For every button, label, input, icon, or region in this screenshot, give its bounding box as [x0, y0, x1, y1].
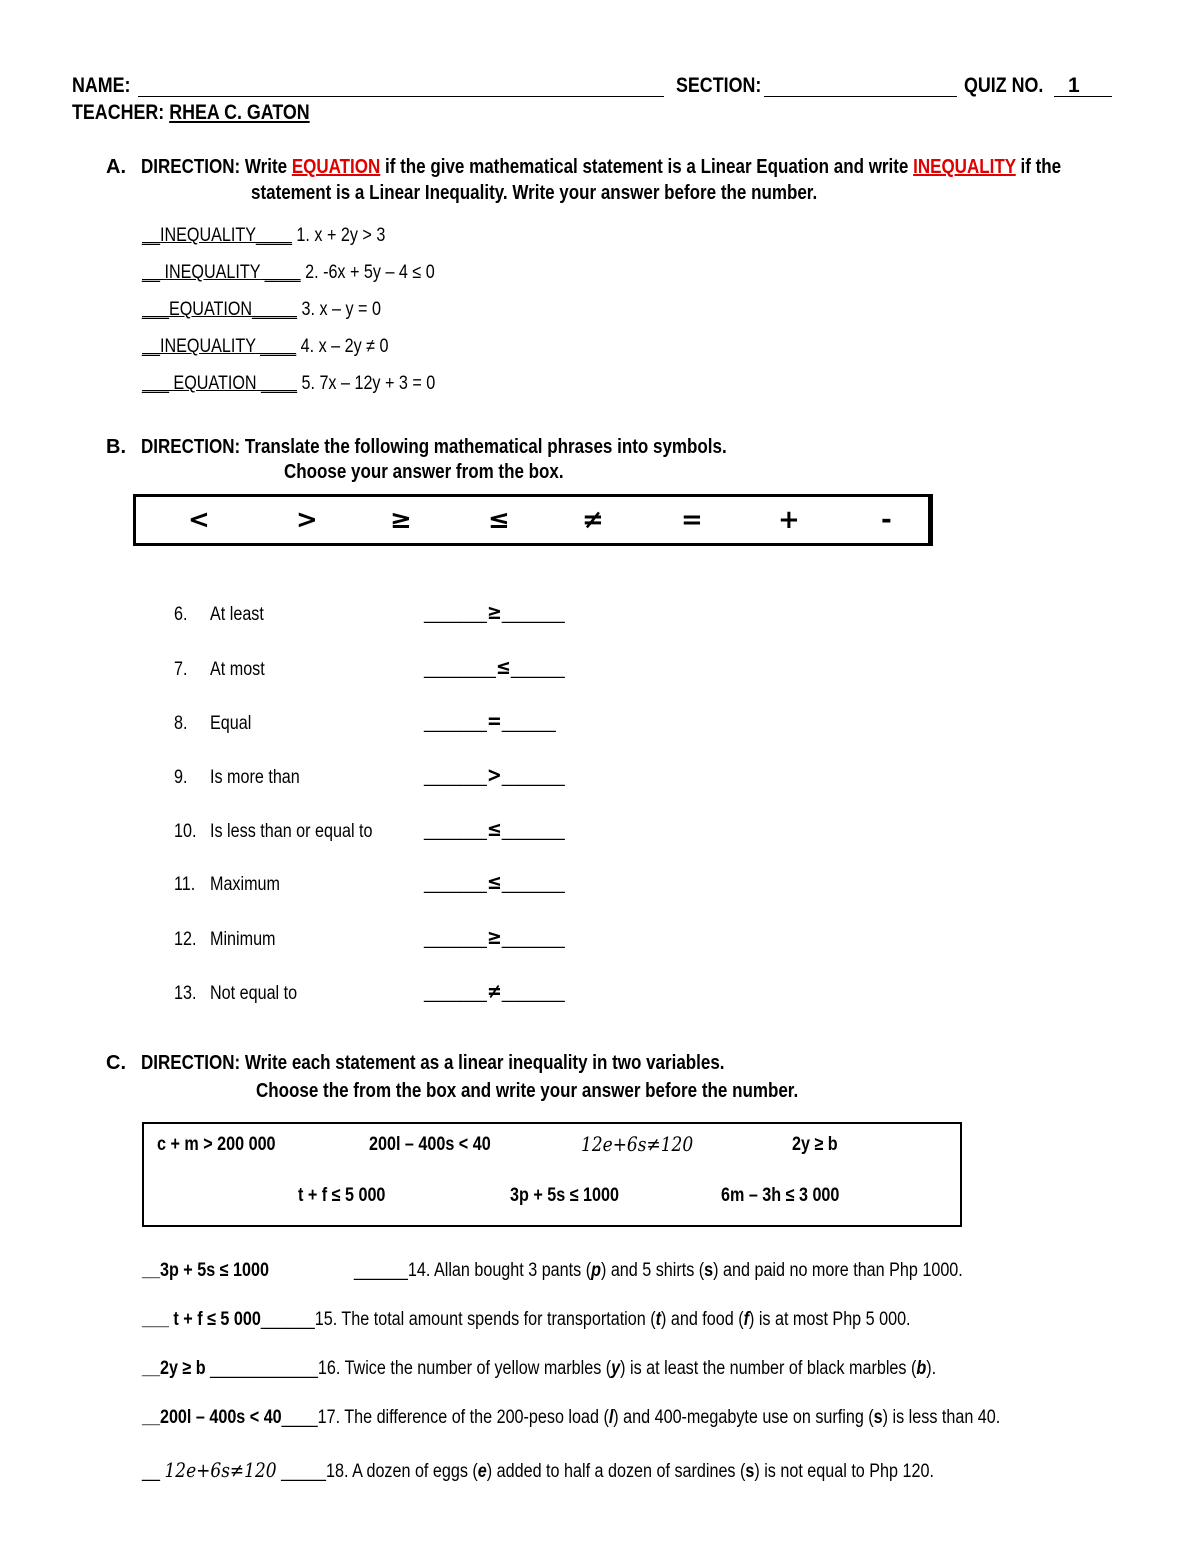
keyword-inequality: INEQUALITY: [913, 156, 1016, 178]
list-item: 7.: [174, 659, 188, 680]
section-c-letter: C.: [106, 1052, 126, 1074]
choice-5: t + f ≤ 5 000: [298, 1185, 386, 1206]
answer-10: _______≤_______: [424, 817, 565, 841]
symbol-minus: -: [881, 505, 892, 535]
symbol-not-equal: ≠: [582, 505, 604, 535]
answer-17: 200l – 400s < 40: [159, 1407, 282, 1428]
name-label: NAME:: [72, 74, 131, 97]
direction-text-3: if the: [1020, 156, 1062, 178]
symbol-plus: +: [778, 505, 800, 535]
direction-text-4: statement is a Linear Inequality. Write your answer before the number.: [251, 182, 818, 204]
phrase-8: Equal: [210, 713, 252, 734]
section-c-direction-line2: [256, 1080, 894, 1103]
phrase-6: At least: [210, 604, 264, 625]
direction-text-1: Translate the following mathematical phrases into symbols.: [244, 436, 727, 458]
phrase-12: Minimum: [210, 929, 276, 950]
list-item: 11.: [174, 874, 196, 895]
symbol-less-than: <: [188, 505, 210, 535]
section-label-wrap: [676, 74, 776, 98]
symbol-less-equal: ≤: [488, 505, 510, 535]
section-blank[interactable]: [764, 96, 957, 97]
teacher-name: RHEA C. GATON: [169, 101, 310, 124]
question-1: 1. x + 2y > 3: [296, 225, 386, 246]
choice-6: 3p + 5s ≤ 1000: [510, 1185, 619, 1206]
question-2: 2. -6x + 5y – 4 ≤ 0: [305, 262, 435, 283]
list-item: [142, 299, 423, 321]
list-item: __2y ≥ b ____________16. Twice the number of yellow marbles (y) is at least the number of black marbles (b).: [142, 1358, 937, 1379]
answer-8: _______=______: [424, 709, 556, 733]
section-b-direction: [141, 436, 830, 459]
phrase-10: Is less than or equal to: [210, 821, 373, 842]
quiz-label: QUIZ NO.: [964, 74, 1044, 97]
list-item: __200l – 400s < 40____17. The difference of the 200-peso load (l) and 400-megabyte use on surfing (s) is less than 40.: [142, 1407, 1001, 1428]
symbol-greater-equal: ≥: [390, 505, 412, 535]
direction-text-1: Write each statement as a linear inequality in two variables.: [244, 1052, 725, 1074]
name-blank[interactable]: [138, 96, 664, 97]
answer-6: _______≥_______: [424, 600, 565, 624]
answer-12: _______≥_______: [424, 925, 565, 949]
symbol-box: [133, 494, 933, 546]
choice-2: 200l – 400s < 40: [369, 1134, 491, 1155]
answer-4: __INEQUALITY ____: [142, 336, 297, 357]
list-item: [142, 336, 432, 358]
teacher-label: TEACHER:: [72, 101, 165, 124]
answer-15: t + f ≤ 5 000: [173, 1309, 261, 1330]
keyword-equation: EQUATION: [291, 156, 381, 178]
question-3: 3. x – y = 0: [301, 299, 381, 320]
question-4: 4. x – 2y ≠ 0: [300, 336, 389, 357]
list-item: [142, 373, 487, 395]
direction-label: DIRECTION:: [141, 156, 241, 178]
section-label: SECTION:: [676, 74, 762, 97]
list-item: ___ t + f ≤ 5 000______15. The total amount spends for transportation (t) and food (f) is at most Php 5 000.: [142, 1309, 911, 1330]
choice-4: 2y ≥ b: [792, 1134, 838, 1155]
phrase-7: At most: [210, 659, 265, 680]
section-a-direction: [141, 156, 1200, 179]
list-item: 10.: [174, 821, 197, 842]
answer-11: _______≤_______: [424, 870, 565, 894]
header-line: [72, 74, 141, 98]
answer-14: 3p + 5s ≤ 1000: [159, 1260, 269, 1281]
direction-text-2: if the give mathematical statement is a Linear Equation and write: [385, 156, 909, 178]
answer-3: ___EQUATION_____: [142, 299, 298, 320]
direction-label: DIRECTION:: [141, 1052, 241, 1074]
quiz-no: 1: [1068, 74, 1080, 97]
list-item: [142, 262, 486, 284]
answer-2: __ INEQUALITY ____: [142, 262, 301, 283]
answer-choice-box: [142, 1122, 962, 1227]
answer-1: __INEQUALITY____: [142, 225, 292, 246]
list-item: __ 12e+6s≠120 _____18. A dozen of eggs (e) added to half a dozen of sardines (s) is not equal to Php 120.: [142, 1458, 934, 1482]
choice-3: 12e+6s≠120: [581, 1132, 694, 1156]
symbol-greater-than: >: [296, 505, 318, 535]
answer-13: _______≠_______: [424, 979, 565, 1003]
direction-text-1: Write: [244, 156, 288, 178]
quiz-label-wrap: [964, 74, 1057, 98]
section-a-direction-line2: [251, 182, 917, 205]
phrase-11: Maximum: [210, 874, 280, 895]
direction-text-2: Choose your answer from the box.: [284, 461, 564, 483]
section-b-direction-line2: [284, 461, 613, 484]
answer-9: _______>_______: [424, 763, 565, 787]
list-item: [142, 225, 428, 247]
teacher-line: [72, 101, 352, 125]
symbol-equal: =: [681, 505, 703, 535]
list-item: 12.: [174, 929, 197, 950]
answer-18: 12e+6s≠120: [164, 1458, 277, 1482]
section-a-letter: A.: [106, 156, 126, 178]
choice-1: c + m > 200 000: [157, 1134, 276, 1155]
direction-label: DIRECTION:: [141, 436, 241, 458]
list-item: 6.: [174, 604, 188, 625]
quiz-no-blank: [1054, 96, 1112, 97]
direction-text-2: Choose the from the box and write your answer before the number.: [256, 1080, 799, 1102]
answer-16: 2y ≥ b: [159, 1358, 206, 1379]
phrase-9: Is more than: [210, 767, 300, 788]
list-item: 13.: [174, 983, 197, 1004]
question-5: 5. 7x – 12y + 3 = 0: [301, 373, 436, 394]
choice-7: 6m – 3h ≤ 3 000: [721, 1185, 840, 1206]
list-item: 8.: [174, 713, 188, 734]
list-item: 9.: [174, 767, 188, 788]
section-b-letter: B.: [106, 436, 126, 458]
answer-7: ________≤______: [424, 655, 565, 679]
phrase-13: Not equal to: [210, 983, 298, 1004]
question-14: ______14. Allan bought 3 pants (p) and 5 shirts (s) and paid no more than Php 1000.: [354, 1260, 963, 1281]
list-item: __3p + 5s ≤ 1000: [142, 1260, 269, 1281]
answer-5: ___ EQUATION ____: [142, 373, 298, 394]
section-c-direction: [141, 1052, 828, 1075]
